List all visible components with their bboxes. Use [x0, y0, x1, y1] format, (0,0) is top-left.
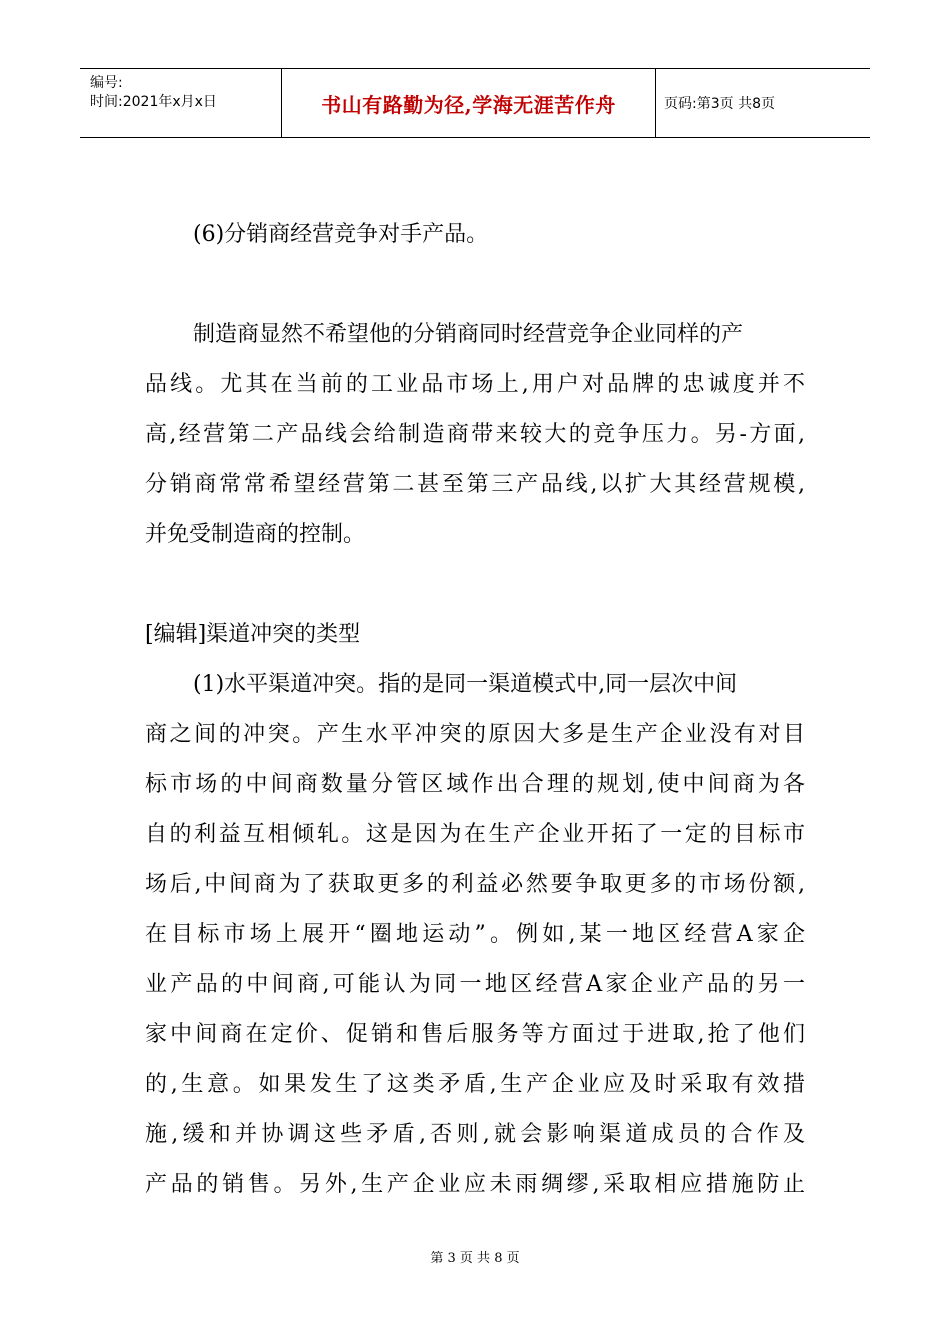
paragraph-line: 商之间的冲突。产生水平冲突的原因大多是生产企业没有对目	[145, 722, 805, 747]
document-number-label: 编号:	[90, 75, 123, 91]
paragraph-line: 在目标市场上展开“圈地运动”。例如,某一地区经营A家企	[145, 922, 805, 947]
paragraph-line: 自的利益互相倾轧。这是因为在生产企业开拓了一定的目标市	[145, 822, 805, 847]
section-heading: [编辑]渠道冲突的类型	[145, 622, 361, 647]
paragraph-line: 品线。尤其在当前的工业品市场上,用户对品牌的忠诚度并不	[145, 372, 805, 397]
page-header	[80, 68, 870, 138]
paragraph-line: 施,缓和并协调这些矛盾,否则,就会影响渠道成员的合作及	[145, 1122, 805, 1147]
paragraph-line: 家中间商在定价、促销和售后服务等方面过于进取,抢了他们	[145, 1022, 805, 1047]
paragraph-line: 制造商显然不希望他的分销商同时经营竞争企业同样的产	[193, 322, 744, 347]
paragraph-line: 业产品的中间商,可能认为同一地区经营A家企业产品的另一	[145, 972, 805, 997]
header-meta-cell	[80, 69, 282, 137]
paragraph-line: 标市场的中间商数量分管区域作出合理的规划,使中间商为各	[145, 772, 805, 797]
paragraph-line: 产品的销售。另外,生产企业应未雨绸缪,采取相应措施防止	[145, 1172, 805, 1197]
paragraph-line: 的,生意。如果发生了这类矛盾,生产企业应及时采取有效措	[145, 1072, 805, 1097]
paragraph-line: 高,经营第二产品线会给制造商带来较大的竞争压力。另-方面,	[145, 422, 806, 447]
header-page-number: 页码:第3页 共8页	[664, 96, 775, 112]
header-motto: 书山有路勤为径,学海无涯苦作舟	[321, 92, 616, 117]
page-footer: 第 3 页 共 8 页	[430, 1251, 520, 1266]
paragraph-line: (1)水平渠道冲突。指的是同一渠道模式中,同一层次中间	[193, 672, 738, 697]
header-motto-cell	[282, 69, 656, 137]
document-date-label: 时间:2021年x月x日	[90, 94, 217, 110]
header-page-cell	[656, 69, 870, 137]
paragraph-line: 分销商常常希望经营第二甚至第三产品线,以扩大其经营规模,	[145, 472, 805, 497]
paragraph-line: 并免受制造商的控制。	[145, 522, 366, 547]
paragraph-line: 场后,中间商为了获取更多的利益必然要争取更多的市场份额,	[145, 872, 805, 897]
paragraph-line: (6)分销商经营竞争对手产品。	[193, 222, 489, 247]
